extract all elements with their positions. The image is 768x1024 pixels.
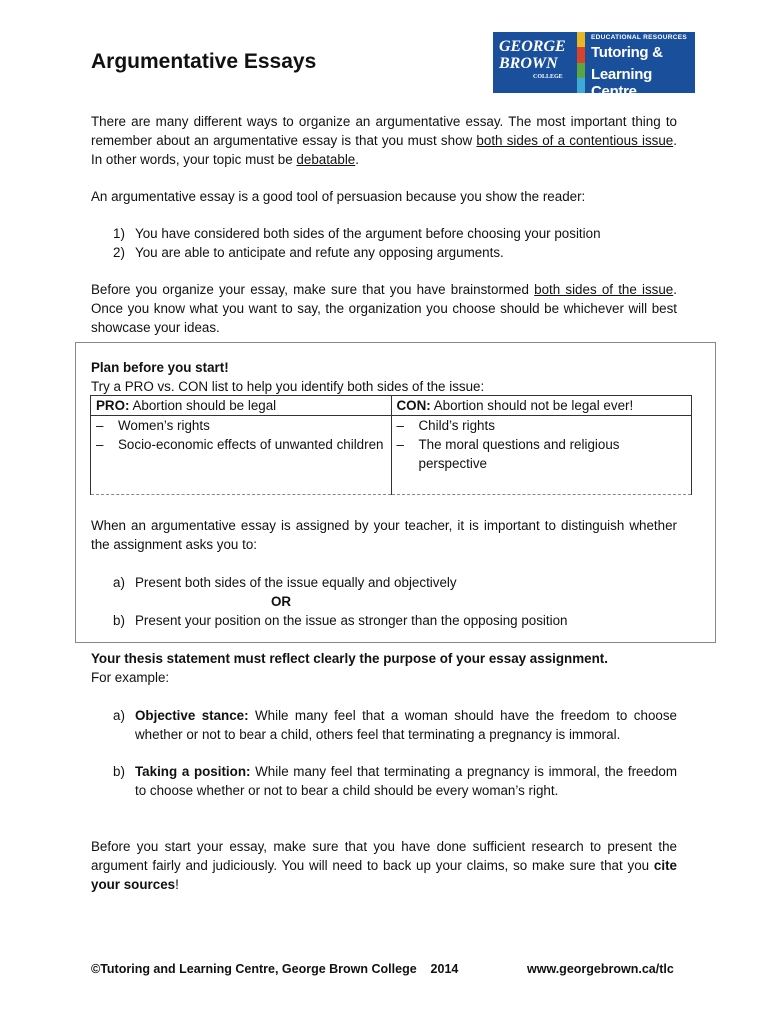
logo-educational-resources: EDUCATIONAL RESOURCES bbox=[591, 34, 687, 41]
con-header: CON: Abortion should not be legal ever! bbox=[391, 396, 692, 416]
thesis-block bbox=[91, 649, 677, 687]
assignment-paragraph: When an argumentative essay is assigned by your teacher, it is important to distinguish whether the assignment asks you to: bbox=[91, 518, 677, 552]
thesis-heading: Your thesis statement must reflect clearly the purpose of your essay assignment. bbox=[91, 651, 608, 666]
for-example-label: For example: bbox=[91, 670, 170, 685]
con-cell bbox=[391, 416, 692, 495]
logo-tlc-line2: Learning Centre bbox=[591, 66, 652, 100]
list-item: b) Present your position on the issue as stronger than the opposing position bbox=[113, 613, 568, 628]
logo-tlc-line1: Tutoring & bbox=[591, 44, 663, 61]
thesis-example-a: a) Objective stance: While many feel that a woman should have the freedom to choose whether or not to bear a child, others feel that terminating a pregnancy is immoral. bbox=[113, 708, 677, 742]
pro-header: PRO: Abortion should be legal bbox=[91, 396, 392, 416]
footer-url[interactable]: www.georgebrown.ca/tlc bbox=[527, 962, 674, 976]
list-item: 2) You are able to anticipate and refute any opposing arguments. bbox=[113, 245, 504, 260]
pro-con-table bbox=[90, 395, 692, 495]
plan-heading-block bbox=[91, 358, 484, 396]
plan-heading: Plan before you start! bbox=[91, 360, 229, 375]
college-logo bbox=[493, 32, 695, 100]
list-item: – The moral questions and religious perspective bbox=[396, 437, 620, 471]
cite-sources-emphasis: cite your sources bbox=[91, 858, 677, 892]
logo-color-strip bbox=[577, 32, 585, 93]
table-header-row bbox=[91, 396, 692, 416]
organize-paragraph: Before you organize your essay, make sure that you have brainstormed both sides of the issue. Once you know what you want to say, the organization you choose should be whichever will best showcase your ideas. bbox=[91, 282, 677, 335]
key-phrase-both-sides: both sides of a contentious issue bbox=[476, 133, 674, 148]
list-item: – Socio-economic effects of unwanted children bbox=[96, 437, 384, 452]
or-separator: OR bbox=[271, 594, 292, 609]
reasons-list bbox=[113, 224, 601, 262]
list-item: – Women’s rights bbox=[96, 418, 210, 433]
key-phrase-both-sides-issue: both sides of the issue bbox=[534, 282, 674, 297]
footer-copyright: ©Tutoring and Learning Centre, George Brown College 2014 bbox=[91, 962, 459, 976]
logo-line3: COLLEGE bbox=[533, 74, 563, 80]
page-title: Argumentative Essays bbox=[91, 50, 317, 73]
pro-cell bbox=[91, 416, 392, 495]
persuasion-paragraph: An argumentative essay is a good tool of persuasion because you show the reader: bbox=[91, 189, 586, 204]
closing-paragraph: Before you start your essay, make sure that you have done sufficient research to present the argument fairly and judiciously. You will need to back up your claims, so make sure that you cite your sources! bbox=[91, 839, 677, 892]
thesis-example-b: b) Taking a position: While many feel that terminating a pregnancy is immoral, the freedom to choose whether or not to bear a child should be every woman’s right. bbox=[113, 764, 677, 798]
key-word-debatable: debatable bbox=[296, 152, 356, 167]
george-brown-wordmark bbox=[493, 32, 573, 93]
intro-paragraph: There are many different ways to organize an argumentative essay. The most important thing to remember about an argumentative essay is that you must show both sides of a contentious issue. In other words, your topic must be debatable. bbox=[91, 114, 677, 167]
list-item: – Child’s rights bbox=[396, 418, 495, 433]
list-item: 1) You have considered both sides of the argument before choosing your position bbox=[113, 226, 601, 241]
logo-line2: BROWN bbox=[499, 55, 558, 72]
list-item: a) Present both sides of the issue equally and objectively bbox=[113, 575, 457, 590]
table-row bbox=[91, 416, 692, 495]
plan-subheading: Try a PRO vs. CON list to help you identify both sides of the issue: bbox=[91, 379, 485, 394]
logo-line1: GEORGE bbox=[499, 38, 566, 55]
assignment-options-list bbox=[113, 573, 568, 630]
